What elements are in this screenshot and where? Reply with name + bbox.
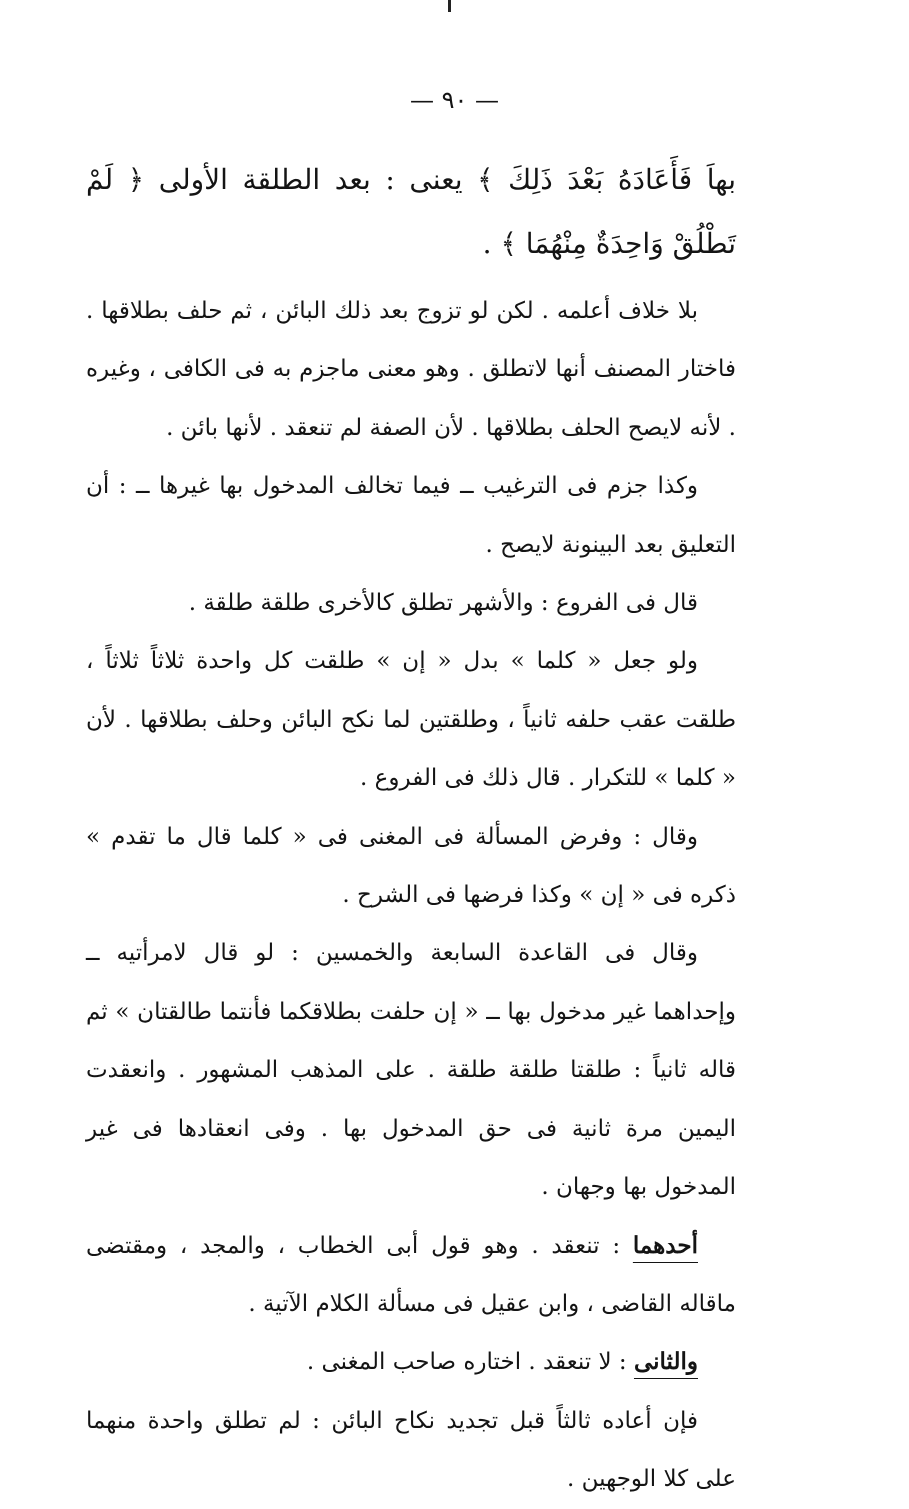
second-view-paragraph (86, 1333, 736, 1391)
paragraph-1: بلا خلاف أعلمه . لكن لو تزوج بعد ذلك البائن ، ثم حلف بطلاقها . فاختار المصنف أنها لاتطلق . وهو معنى ماجزم به فى الكافى ، وغيره . لأنه لايصح الحلف بطلاقها . لأن الصفة لم تنعقد . لأنها بائن . (86, 298, 736, 441)
paragraph-2: وكذا جزم فى الترغيب ــ فيما تخالف المدخول بها غيرها ــ : أن التعليق بعد البينونة لايصح . (86, 473, 736, 558)
top-tick-mark (448, 0, 451, 12)
second-view-term: والثانى (633, 1348, 698, 1376)
first-view-term: أحدهما (632, 1231, 698, 1259)
second-view-text: : لا تنعقد . اختاره صاحب المغنى . (306, 1349, 634, 1376)
first-view-text: : تنعقد . وهو قول أبى الخطاب ، والمجد ، ومقتضى ماقاله القاضى ، وابن عقيل فى مسألة الكلام الآتية . (86, 1232, 736, 1317)
quoted-verse-line: بهاَ فَأَعَادَهُ بَعْدَ ذَلِكَ ﴾ يعنى : بعد الطلقة الأولى ﴿ لَمْ تَطْلُقْ وَاحِدَةٌ مِنْهُمَا ﴾ . (86, 163, 736, 260)
body-text (86, 148, 736, 1509)
paragraph-4: ولو جعل « كلما » بدل « إن » طلقت كل واحدة ثلاثاً ثلاثاً ، طلقت عقب حلفه ثانياً ، وطلقتين لما نكح البائن وحلف بطلاقها . لأن « كلما » للتكرار . قال ذلك فى الفروع . (86, 648, 736, 792)
paragraph-6: وقال فى القاعدة السابعة والخمسين : لو قال لامرأتيه ــ وإحداهما غير مدخول بها ــ « إن حلفت بطلاقكما فأنتما طالقتان » ثم قاله ثانياً : طلقتا طلقة طلقة . على المذهب المشهور . وانعقدت اليمين مرة ثانية فى حق المدخول بها . وفى انعقادها فى غير المدخول بها وجهان . (86, 940, 736, 1201)
closing-paragraph: فإن أعاده ثالثاً قبل تجديد نكاح البائن : لم تطلق واحدة منهما على كلا الوجهين . (86, 1407, 736, 1493)
first-view-paragraph (86, 1217, 736, 1334)
paragraph-5: وقال : وفرض المسألة فى المغنى فى « كلما قال ما تقدم » ذكره فى « إن » وكذا فرضها فى الشرح . (86, 823, 736, 909)
page-number: — ٩٠ — (409, 86, 500, 114)
paragraph-3: قال فى الفروع : والأشهر تطلق كالأخرى طلقة طلقة . (188, 590, 698, 617)
